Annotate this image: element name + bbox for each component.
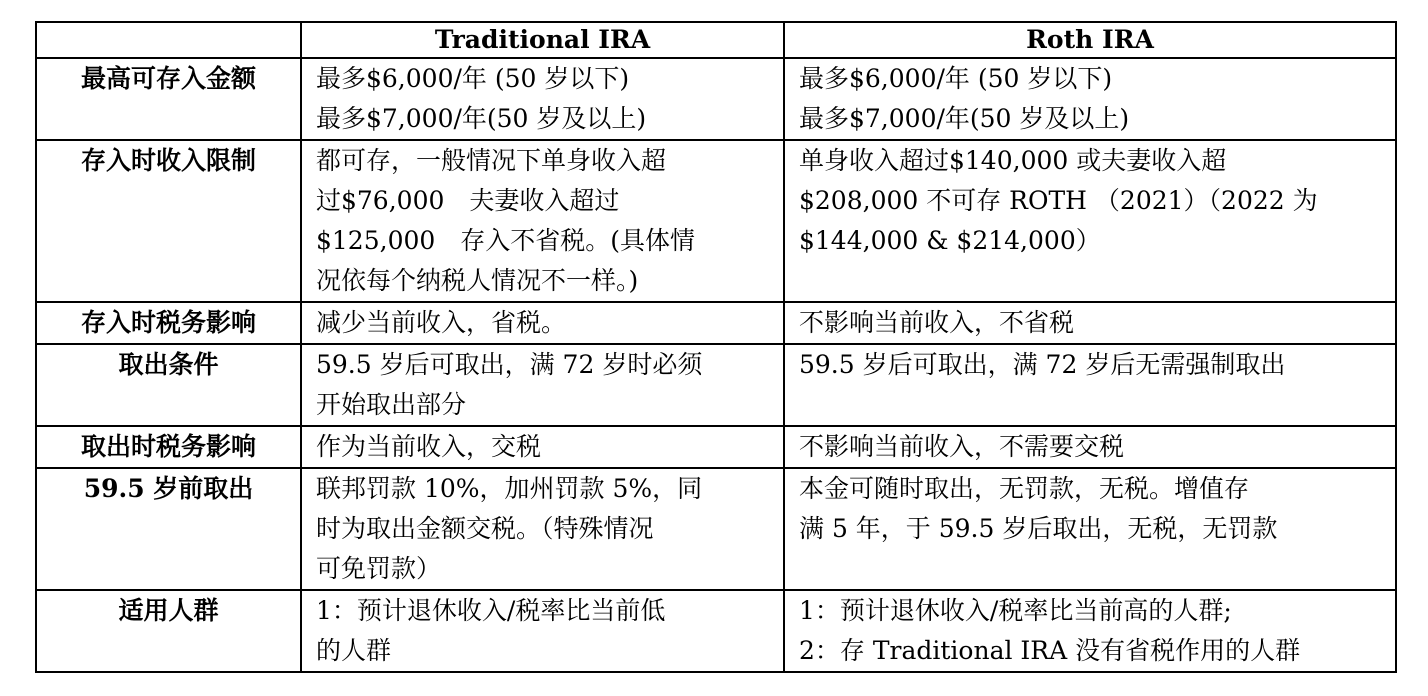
cell-line: 不影响当前收入，不省税 bbox=[799, 308, 1075, 337]
cell-line: 可免罚款） bbox=[316, 554, 442, 583]
cell-line: $208,000 不可存 ROTH （2021）（2022 为 bbox=[799, 186, 1318, 215]
roth-cell bbox=[784, 302, 1396, 344]
header-traditional-ira: Traditional IRA bbox=[301, 22, 784, 58]
row-label: 适用人群 bbox=[36, 590, 301, 672]
row-label: 存入时税务影响 bbox=[36, 302, 301, 344]
table-row bbox=[36, 140, 1396, 302]
cell-line: $144,000 & $214,000） bbox=[799, 226, 1101, 255]
cell-line: 最多$7,000/年(50 岁及以上) bbox=[799, 104, 1130, 133]
table-row bbox=[36, 302, 1396, 344]
row-label: 取出时税务影响 bbox=[36, 426, 301, 468]
roth-cell bbox=[784, 590, 1396, 672]
cell-line: 2：存 Traditional IRA 没有省税作用的人群 bbox=[799, 636, 1301, 665]
cell-line: 都可存，一般情况下单身收入超 bbox=[316, 146, 667, 175]
roth-cell bbox=[784, 344, 1396, 426]
table-row bbox=[36, 468, 1396, 590]
traditional-cell bbox=[301, 58, 784, 140]
cell-line: 最多$6,000/年 (50 岁以下) bbox=[316, 64, 630, 93]
header-roth-ira: Roth IRA bbox=[784, 22, 1396, 58]
header-empty-cell bbox=[36, 22, 301, 58]
traditional-cell bbox=[301, 344, 784, 426]
traditional-cell bbox=[301, 468, 784, 590]
roth-cell bbox=[784, 58, 1396, 140]
cell-line: 最多$6,000/年 (50 岁以下) bbox=[799, 64, 1113, 93]
traditional-cell bbox=[301, 302, 784, 344]
table-row bbox=[36, 590, 1396, 672]
table-header-row bbox=[36, 22, 1396, 58]
traditional-cell bbox=[301, 590, 784, 672]
cell-line: 的人群 bbox=[316, 636, 392, 665]
row-label: 59.5 岁前取出 bbox=[36, 468, 301, 590]
row-label: 存入时收入限制 bbox=[36, 140, 301, 302]
cell-line: 开始取出部分 bbox=[316, 390, 467, 419]
cell-line: 1：预计退休收入/税率比当前低 bbox=[316, 596, 666, 625]
table-row bbox=[36, 58, 1396, 140]
cell-line: 不影响当前收入，不需要交税 bbox=[799, 432, 1125, 461]
roth-cell bbox=[784, 426, 1396, 468]
cell-line: 过$76,000 夫妻收入超过 bbox=[316, 186, 620, 215]
roth-cell bbox=[784, 140, 1396, 302]
cell-line: 满 5 年，于 59.5 岁后取出，无税，无罚款 bbox=[799, 514, 1278, 543]
cell-line: 作为当前收入，交税 bbox=[316, 432, 542, 461]
traditional-cell bbox=[301, 426, 784, 468]
row-label: 最高可存入金额 bbox=[36, 58, 301, 140]
cell-line: 联邦罚款 10%，加州罚款 5%，同 bbox=[316, 474, 703, 503]
ira-comparison-table bbox=[35, 21, 1397, 673]
row-label: 取出条件 bbox=[36, 344, 301, 426]
cell-line: 59.5 岁后可取出，满 72 岁后无需强制取出 bbox=[799, 350, 1286, 379]
cell-line: 59.5 岁后可取出，满 72 岁时必须 bbox=[316, 350, 703, 379]
cell-line: 本金可随时取出，无罚款，无税。增值存 bbox=[799, 474, 1250, 503]
traditional-cell bbox=[301, 140, 784, 302]
cell-line: 减少当前收入，省税。 bbox=[316, 308, 567, 337]
table-row bbox=[36, 426, 1396, 468]
cell-line: 1：预计退休收入/税率比当前高的人群; bbox=[799, 596, 1232, 625]
cell-line: 单身收入超过$140,000 或夫妻收入超 bbox=[799, 146, 1227, 175]
table-row bbox=[36, 344, 1396, 426]
cell-line: 最多$7,000/年(50 岁及以上) bbox=[316, 104, 647, 133]
cell-line: 时为取出金额交税。（特殊情况 bbox=[316, 514, 654, 543]
roth-cell bbox=[784, 468, 1396, 590]
cell-line: $125,000 存入不省税。(具体情 bbox=[316, 226, 696, 255]
cell-line: 况依每个纳税人情况不一样。) bbox=[316, 266, 639, 295]
